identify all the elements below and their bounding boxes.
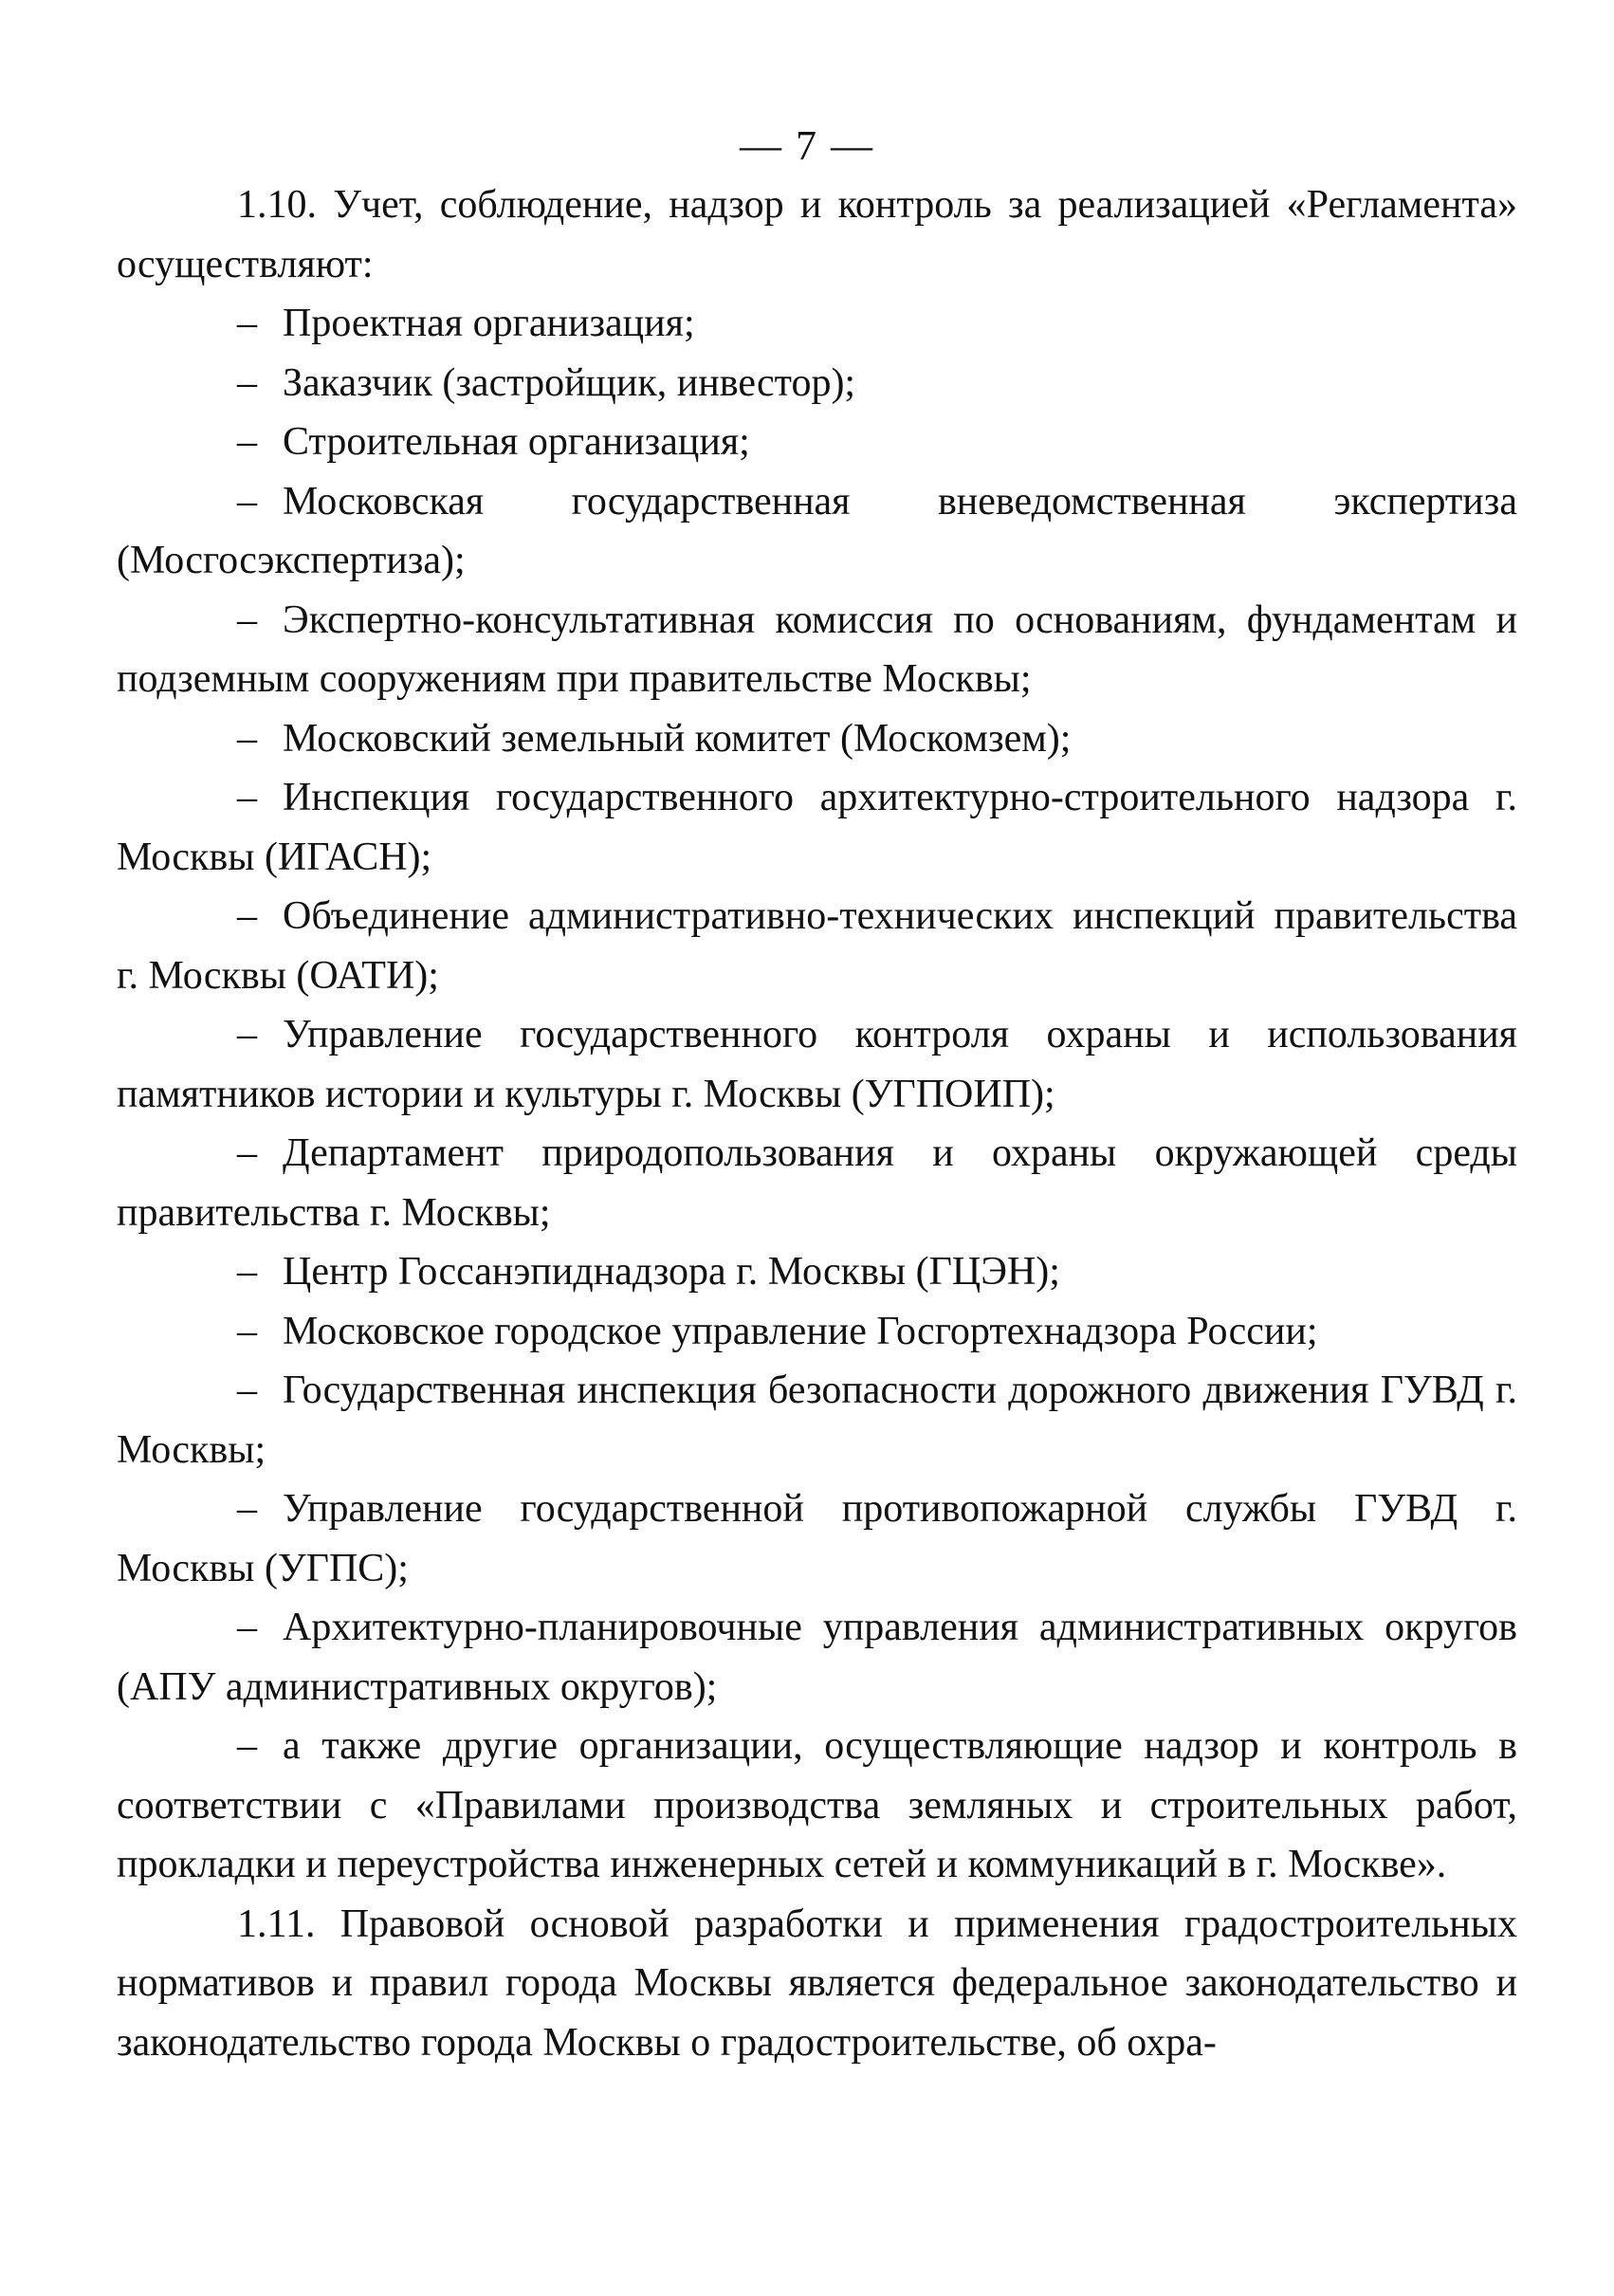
page-body: [117, 175, 1517, 2072]
paragraph-1-11: 1.11. Правовой основой разработки и применения градостроительных нормативов и правил города Москвы является федеральное законодательство и законодательство города Москвы о градостроительстве, об охра-: [117, 1901, 1517, 2065]
list-item-text: Московское городское управление Госгортехнадзора России;: [283, 1309, 1318, 1353]
dash-marker: –: [237, 420, 257, 464]
dash-marker: –: [237, 1724, 257, 1768]
dash-marker: –: [237, 894, 257, 938]
list-item: [117, 1598, 1517, 1717]
dash-marker: –: [237, 1131, 257, 1175]
list-item-text: Управление государственного контроля охраны и использования памятников истории и культуры г. Москвы (УГПОИП);: [117, 1013, 1517, 1116]
dash-marker: –: [237, 1013, 257, 1056]
dash-marker: –: [237, 597, 257, 642]
list-item-text: а также другие организации, осуществляющие надзор и контроль в соответствии с «Правилами производства земляных и строительных работ, прокладки и переустройства инженерных сетей и коммуникаций в г. Москве».: [117, 1724, 1517, 1886]
dash-marker: –: [237, 360, 257, 405]
list-item: [117, 294, 1517, 354]
dash-marker: –: [237, 776, 257, 819]
organizations-list: [117, 294, 1517, 1895]
list-item: [117, 887, 1517, 1005]
list-item: [117, 1479, 1517, 1598]
page-number: — 7 —: [740, 122, 874, 169]
list-item-text: Заказчик (застройщик, инвестор);: [283, 360, 856, 405]
paragraph-1-10: 1.10. Учет, соблюдение, надзор и контроль за реализацией «Регламента» осуществляют:: [117, 183, 1517, 286]
list-item-text: Государственная инспекция безопасности дорожного движения ГУВД г. Москвы;: [117, 1368, 1517, 1472]
list-item: [117, 1242, 1517, 1302]
list-item: [117, 1124, 1517, 1242]
dash-marker: –: [237, 1606, 257, 1649]
list-item-text: Управление государственной противопожарной службы ГУВД г. Москвы (УГПС);: [117, 1487, 1517, 1590]
list-item-text: Инспекция государственного архитектурно-строительного надзора г. Москвы (ИГАСН);: [117, 776, 1517, 879]
list-item: [117, 1302, 1517, 1362]
list-item: [117, 1717, 1517, 1895]
list-item: [117, 413, 1517, 472]
list-item-text: Московская государственная вневедомственная экспертиза (Мосгосэкспертиза);: [117, 479, 1517, 582]
list-item-text: Объединение административно-технических инспекций правительства г. Москвы (ОАТИ);: [117, 894, 1517, 998]
list-item-text: Московский земельный комитет (Москомзем);: [283, 716, 1072, 761]
list-item: [117, 591, 1517, 709]
list-item-text: Строительная организация;: [283, 420, 750, 464]
list-item: [117, 768, 1517, 887]
dash-marker: –: [237, 479, 257, 523]
dash-marker: –: [237, 302, 257, 345]
list-item-text: Экспертно-консультативная комиссия по основаниям, фундаментам и подземным сооружениям при правительстве Москвы;: [117, 597, 1517, 701]
dash-marker: –: [237, 1309, 257, 1353]
dash-marker: –: [237, 1487, 257, 1531]
list-item-text: Центр Госсанэпиднадзора г. Москвы (ГЦЭН);: [283, 1250, 1060, 1294]
dash-marker: –: [237, 1368, 257, 1412]
list-item: [117, 354, 1517, 413]
dash-marker: –: [237, 1250, 257, 1294]
list-item-text: Проектная организация;: [283, 302, 695, 345]
list-item: [117, 709, 1517, 769]
dash-marker: –: [237, 716, 257, 761]
list-item: [117, 472, 1517, 591]
list-item: [117, 1005, 1517, 1124]
list-item: [117, 1361, 1517, 1479]
list-item-text: Архитектурно-планировочные управления административных округов (АПУ административных округов);: [117, 1606, 1517, 1709]
list-item-text: Департамент природопользования и охраны окружающей среды правительства г. Москвы;: [117, 1131, 1517, 1235]
